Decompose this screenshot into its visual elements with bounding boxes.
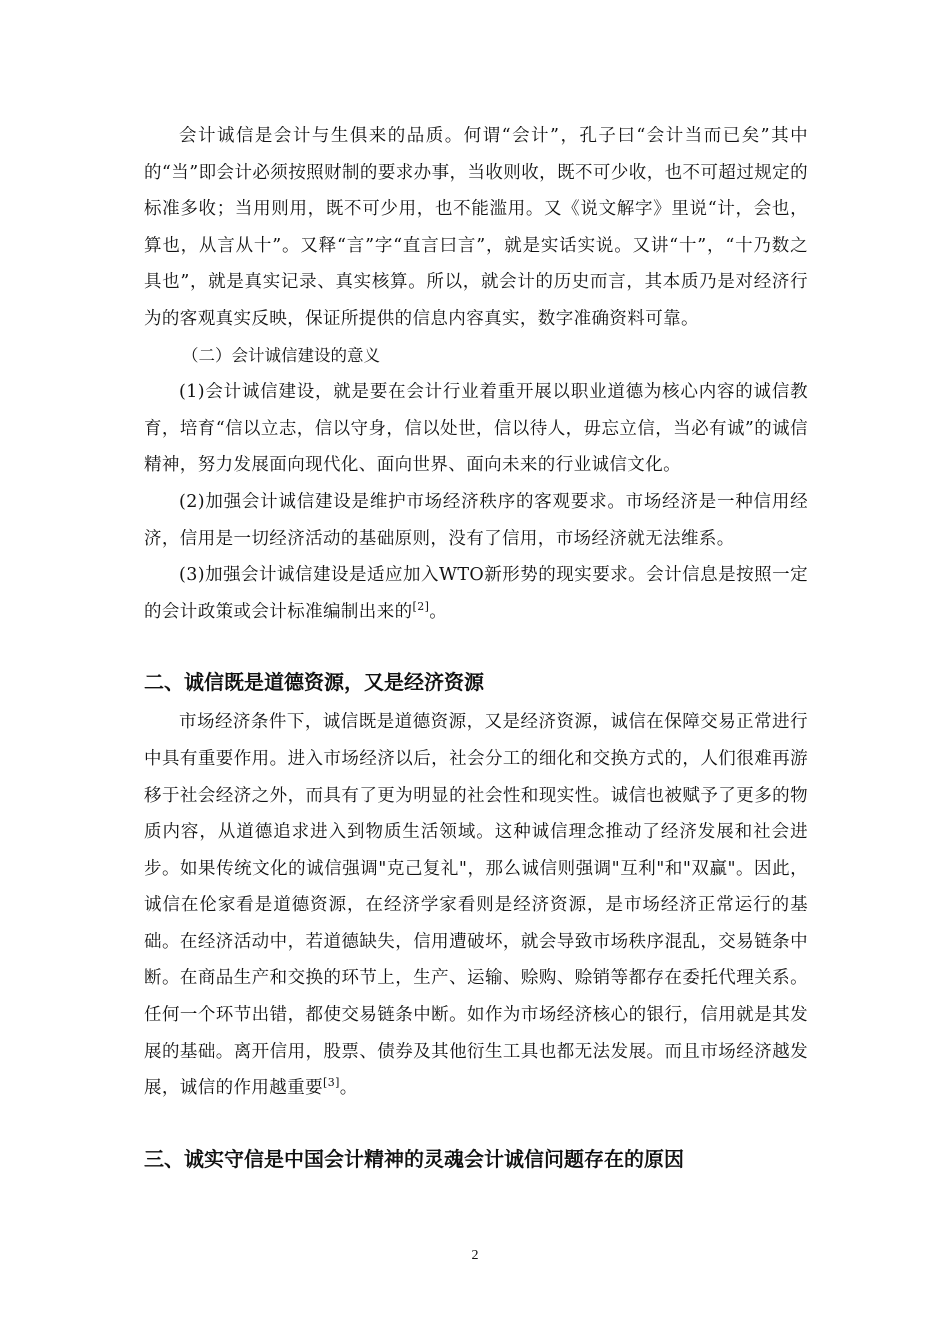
page-number: 2 xyxy=(471,1248,479,1263)
significance-item-3-text: (3)加强会计诚信建设是适应加入WTO新形势的现实要求。会计信息是按照一定的会计政策或会计标准编制出来的 xyxy=(144,565,808,622)
significance-item-3 xyxy=(144,557,808,630)
intro-paragraph: 会计诚信是会计与生俱来的品质。何谓“会计”，孔子曰“会计当而已矣”其中的“当”即会计必须按照财制的要求办事，当收则收，既不可少收，也不可超过规定的标准多收；当用则用，既不可少用，也不能滥用。又《说文解字》里说“计，会也，算也，从言从十”。又释“言”字“直言曰言”，就是实话实说。又讲“十”，“十乃数之具也”，就是真实记录、真实核算。所以，就会计的历史而言，其本质乃是对经济行为的客观真实反映，保证所提供的信息内容真实，数字准确资料可靠。 xyxy=(144,126,808,329)
section-2-paragraph xyxy=(144,704,808,1107)
significance-item-1: (1)会计诚信建设，就是要在会计行业着重开展以职业道德为核心内容的诚信教育，培育“信以立志，信以守身，信以处世，信以待人，毋忘立信，当必有诚”的诚信精神，努力发展面向现代化、面向世界、面向未来的行业诚信文化。 xyxy=(144,382,808,476)
subheading-significance: （二）会计诚信建设的意义 xyxy=(182,345,380,365)
section-3-heading: 三、诚实守信是中国会计精神的灵魂会计诚信问题存在的原因 xyxy=(144,1146,684,1171)
citation-2: [2] xyxy=(412,599,430,613)
significance-item-2: (2)加强会计诚信建设是维护市场经济秩序的客观要求。市场经济是一种信用经济，信用是一切经济活动的基础原则，没有了信用，市场经济就无法维系。 xyxy=(144,491,808,549)
section-2-heading: 二、诚信既是道德资源，又是经济资源 xyxy=(144,670,484,695)
section-2-end: 。 xyxy=(339,1078,358,1099)
significance-item-3-end: 。 xyxy=(429,601,448,622)
section-2-body: 市场经济条件下，诚信既是道德资源，又是经济资源，诚信在保障交易正常进行中具有重要作用。进入市场经济以后，社会分工的细化和交换方式的，人们很难再游移于社会经济之外，而具有了更为明显的社会性和现实性。诚信也被赋予了更多的物质内容，从道德追求进入到物质生活领域。这种诚信理念推动了经济发展和社会进步。如果传统文化的诚信强调"克己复礼"，那么诚信则强调"互利"和"双赢"。因此，诚信在伦家看是道德资源，在经济学家看则是经济资源，是市场经济正常运行的基础。在经济活动中，若道德缺失，信用遭破坏，就会导致市场秩序混乱，交易链条中断。在商品生产和交换的环节上，生产、运输、赊购、赊销等都存在委托代理关系。任何一个环节出错，都使交易链条中断。如作为市场经济核心的银行，信用就是其发展的基础。离开信用，股票、债券及其他衍生工具也都无法发展。而且市场经济越发展，诚信的作用越重要 xyxy=(144,712,808,1099)
citation-3: [3] xyxy=(323,1076,340,1090)
document-page xyxy=(144,118,808,1179)
